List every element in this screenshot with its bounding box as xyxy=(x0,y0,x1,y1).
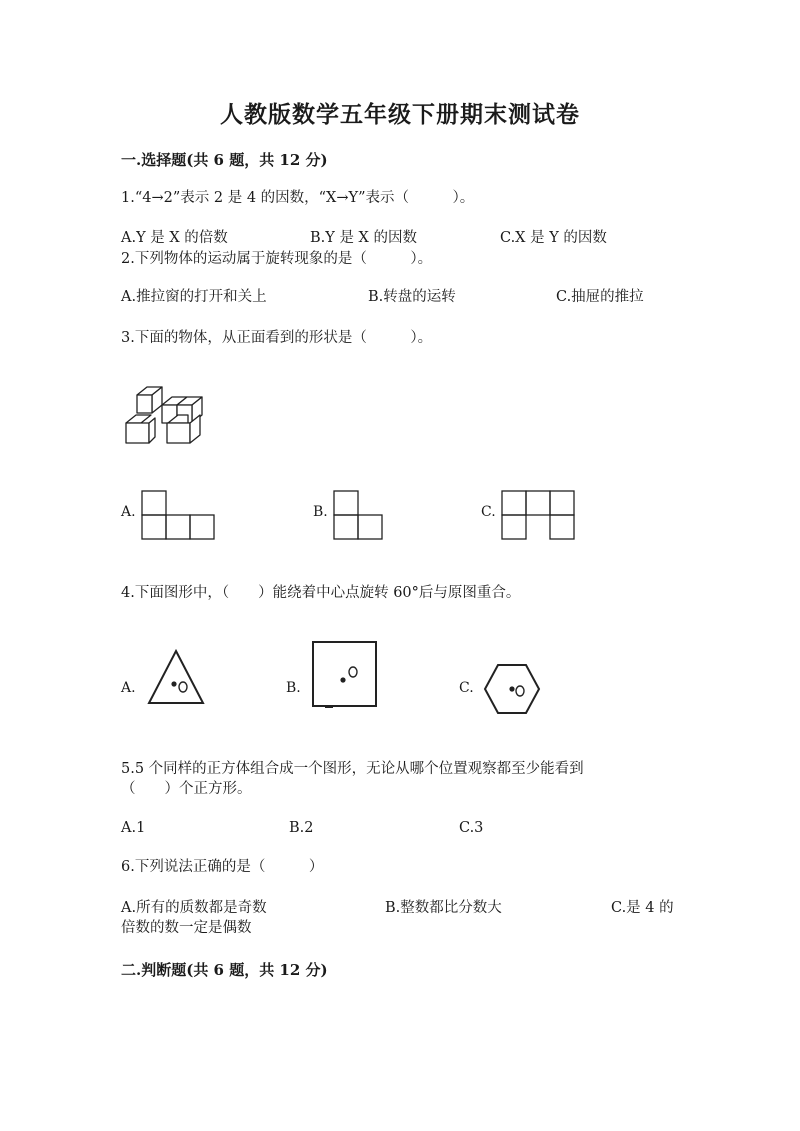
question-1-option-b[interactable]: B.Y 是 X 的因数 xyxy=(310,230,417,246)
section-heading-judgement: 二.判断题(共 6 题，共 12 分) xyxy=(121,961,328,979)
question-4-text: 4.下面图形中，（ ）能绕着中心点旋转 60°后与原图重合。 xyxy=(121,585,521,601)
question-6-option-c-continued: 倍数的数一定是偶数 xyxy=(121,920,252,936)
question-6-option-a[interactable]: A.所有的质数都是奇数 xyxy=(121,900,267,916)
square-figure xyxy=(311,640,379,710)
question-4-option-c[interactable]: C. xyxy=(459,680,474,696)
question-6-option-b[interactable]: B.整数都比分数大 xyxy=(385,900,502,916)
question-5-option-a[interactable]: A.1 xyxy=(121,820,146,836)
question-3-option-a[interactable]: A. xyxy=(121,504,136,520)
question-3-option-b[interactable]: B. xyxy=(313,504,328,520)
question-4-option-a[interactable]: A. xyxy=(121,680,136,696)
question-5-option-c[interactable]: C.3 xyxy=(459,820,484,836)
question-4-option-b[interactable]: B. xyxy=(286,680,301,696)
question-5-text-line1: 5.5 个同样的正方体组合成一个图形，无论从哪个位置观察都至少能看到 xyxy=(121,761,584,777)
page-title: 人教版数学五年级下册期末测试卷 xyxy=(220,101,580,128)
question-5-option-b[interactable]: B.2 xyxy=(289,820,314,836)
question-6-text: 6.下列说法正确的是（ ） xyxy=(121,859,324,875)
question-3-option-c[interactable]: C. xyxy=(481,504,496,520)
section-heading-choice: 一.选择题(共 6 题，共 12 分) xyxy=(121,151,328,169)
question-6-option-c[interactable]: C.是 4 的 xyxy=(611,900,674,916)
front-view-shape-c xyxy=(501,490,575,540)
question-2-option-c[interactable]: C.抽屉的推拉 xyxy=(556,289,644,305)
front-view-shape-b xyxy=(333,490,383,540)
triangle-figure xyxy=(147,649,205,705)
question-5-text-line2: （ ）个正方形。 xyxy=(121,781,252,797)
question-1-text: 1.“4→2”表示 2 是 4 的因数，“X→Y”表示（ ）。 xyxy=(121,190,475,206)
cube-stack-figure xyxy=(122,385,212,447)
front-view-shape-a xyxy=(141,490,215,540)
question-2-text: 2.下列物体的运动属于旋转现象的是（ ）。 xyxy=(121,251,433,267)
question-1-option-c[interactable]: C.X 是 Y 的因数 xyxy=(500,230,607,246)
question-3-text: 3.下面的物体，从正面看到的形状是（ ）。 xyxy=(121,330,433,346)
question-2-option-a[interactable]: A.推拉窗的打开和关上 xyxy=(121,289,267,305)
question-2-option-b[interactable]: B.转盘的运转 xyxy=(368,289,456,305)
question-1-option-a[interactable]: A.Y 是 X 的倍数 xyxy=(121,230,228,246)
hexagon-figure xyxy=(483,663,541,715)
